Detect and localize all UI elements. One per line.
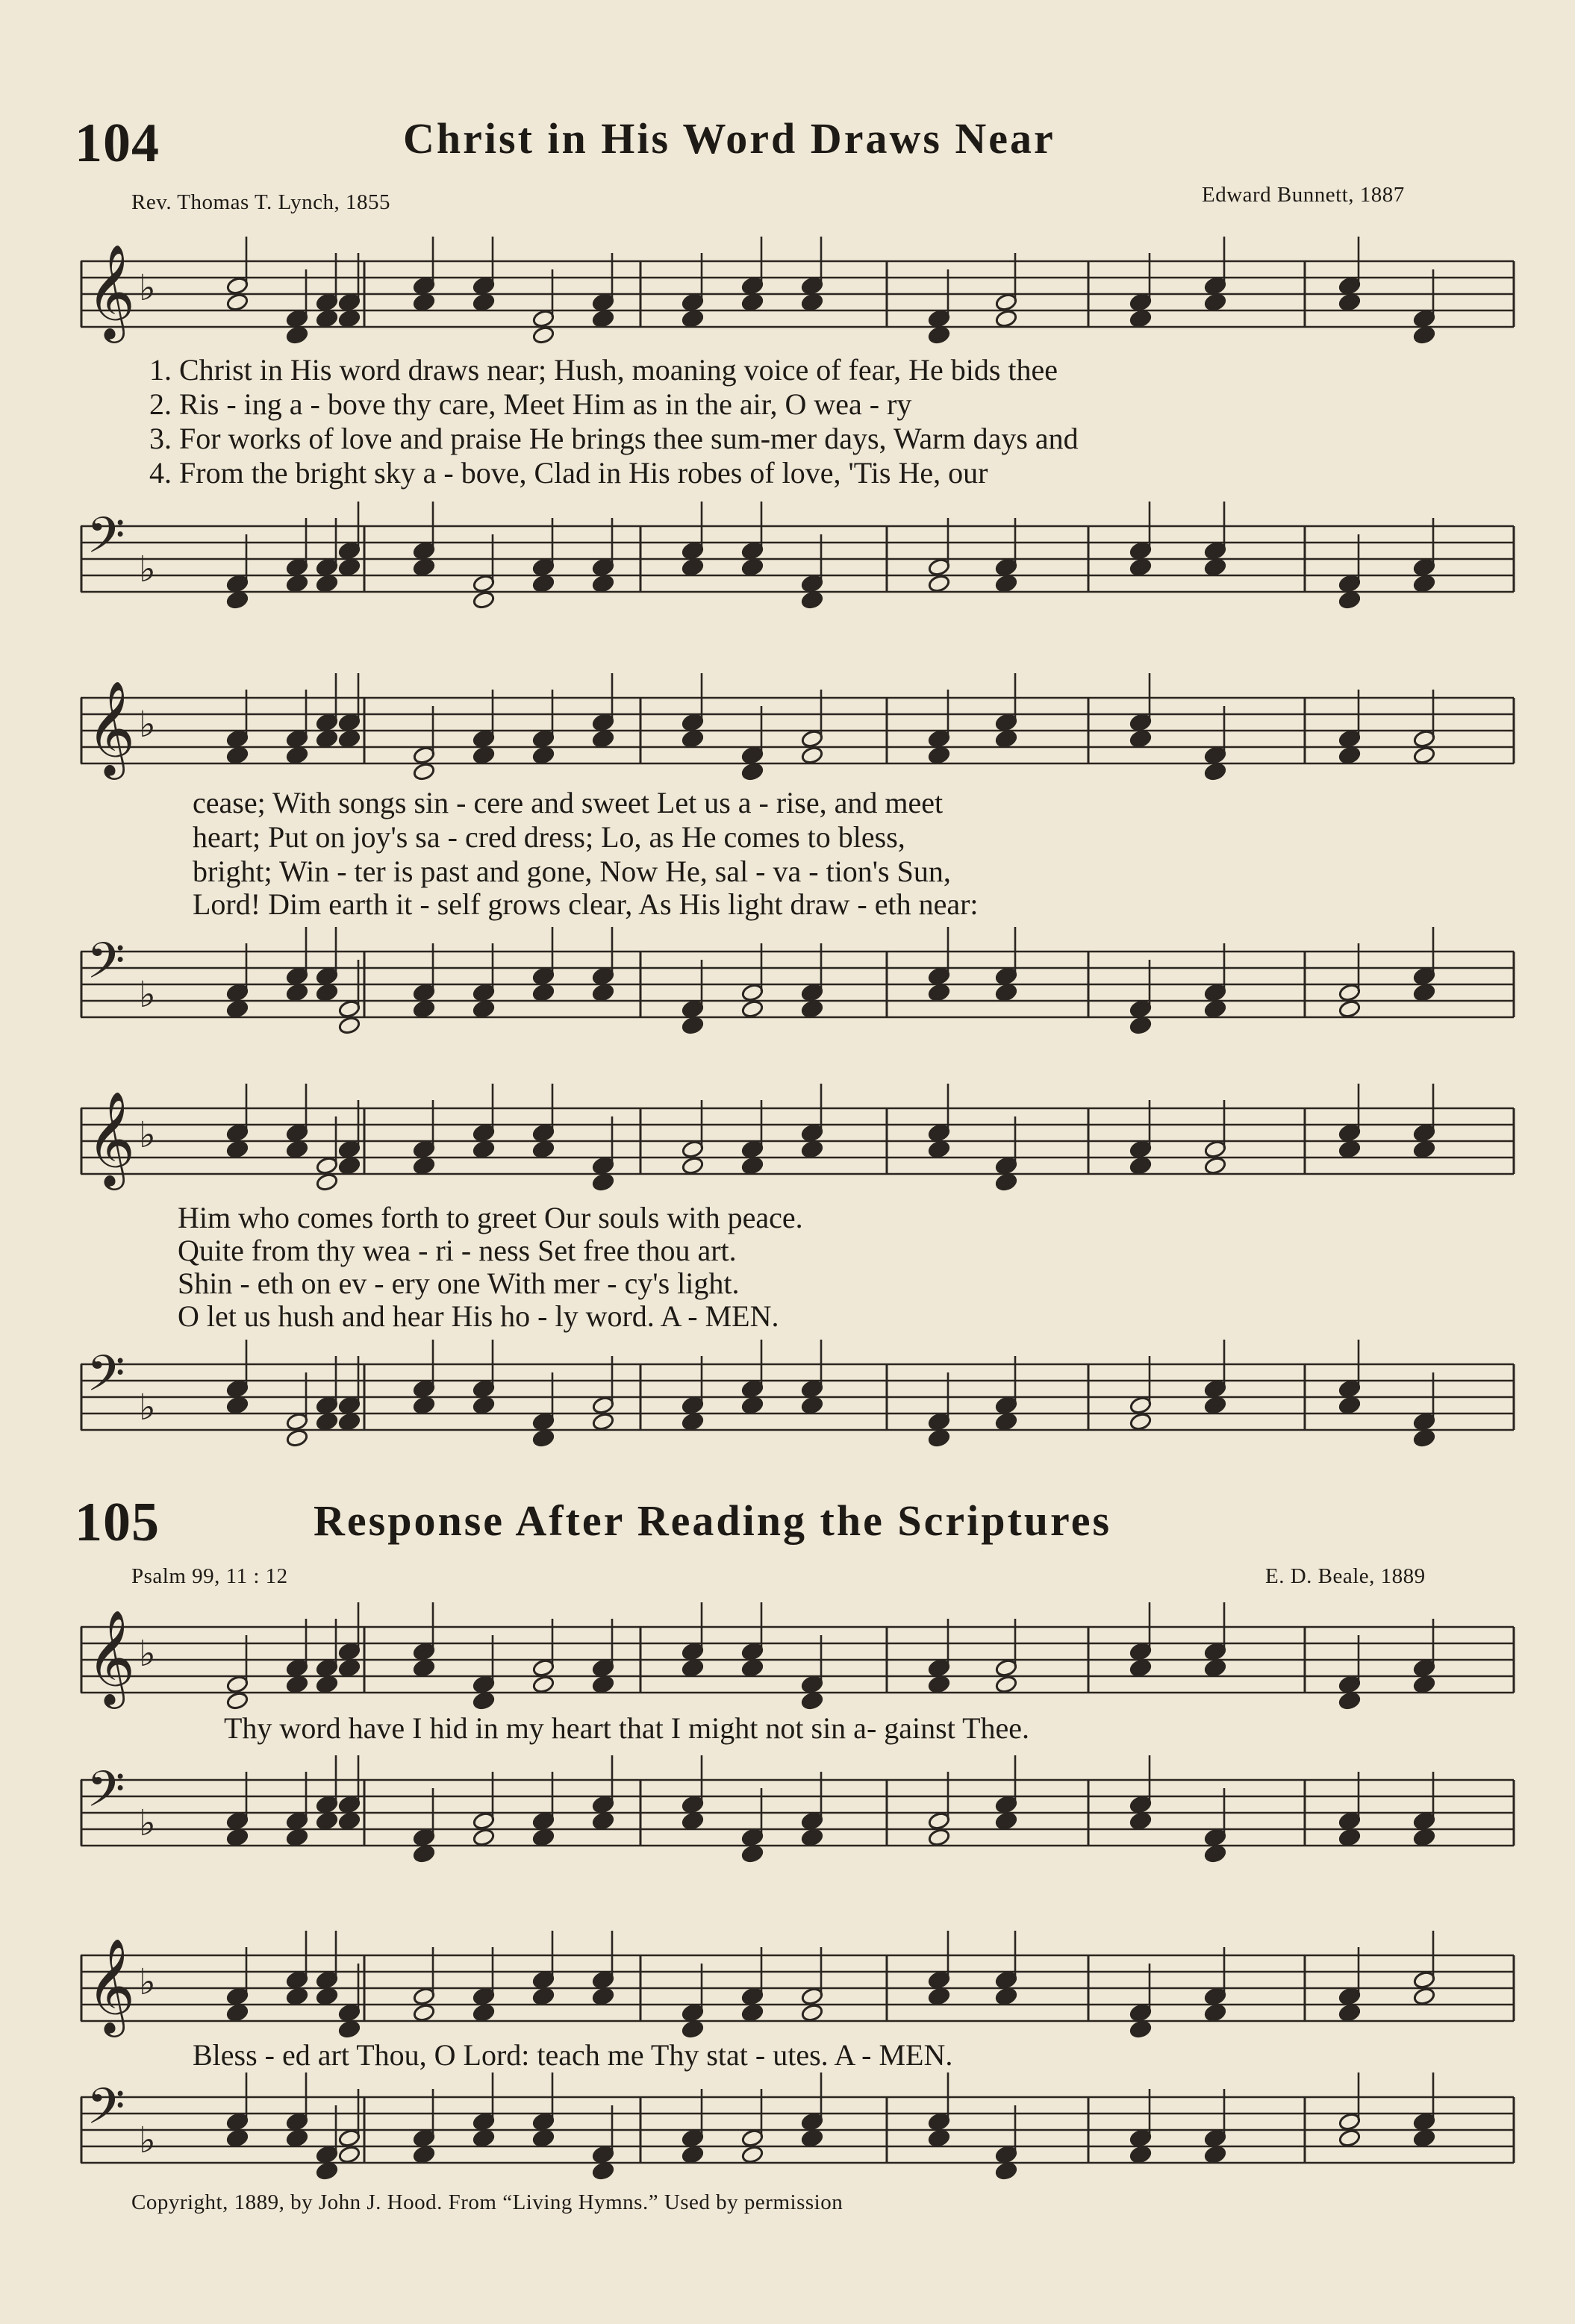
note-head bbox=[1338, 2003, 1362, 2022]
key-signature-flat-icon: ♭ bbox=[139, 974, 156, 1016]
note-head bbox=[995, 983, 1018, 1002]
key-signature-flat-icon: ♭ bbox=[139, 1961, 156, 2003]
note-head bbox=[682, 557, 705, 577]
note-head bbox=[472, 590, 496, 610]
note-head bbox=[532, 325, 555, 345]
note-head bbox=[801, 999, 824, 1019]
note-head bbox=[532, 1987, 555, 2006]
treble-clef-icon: 𝄞 bbox=[87, 1609, 136, 1705]
treble-clef-icon: 𝄞 bbox=[87, 680, 136, 775]
note-head bbox=[801, 1140, 824, 1159]
bass-clef-icon: 𝄢 bbox=[87, 507, 125, 576]
note-head bbox=[413, 293, 436, 312]
note-head bbox=[801, 1691, 824, 1711]
note-head bbox=[682, 1811, 705, 1831]
note-head bbox=[592, 1675, 615, 1694]
note-head bbox=[413, 2145, 436, 2164]
treble-clef-icon: 𝄞 bbox=[87, 243, 136, 339]
note-head bbox=[286, 1140, 309, 1159]
key-signature-flat-icon: ♭ bbox=[139, 549, 156, 590]
note-head bbox=[592, 1412, 615, 1431]
note-head bbox=[682, 1156, 705, 1175]
note-head bbox=[592, 1987, 615, 2006]
note-head bbox=[928, 574, 951, 593]
note-head bbox=[1129, 2020, 1153, 2039]
note-head bbox=[741, 1844, 764, 1864]
note-head bbox=[226, 746, 249, 765]
note-head bbox=[995, 729, 1018, 749]
note-head bbox=[995, 1412, 1018, 1431]
verse-line: Shin - eth on ev - ery one With mer - cy's light. bbox=[178, 1266, 740, 1300]
note-head bbox=[928, 2128, 951, 2148]
note-head bbox=[532, 1828, 555, 1847]
note-head bbox=[472, 746, 496, 765]
note-head bbox=[1338, 2128, 1362, 2148]
note-head bbox=[1413, 1428, 1436, 1448]
note-head bbox=[1129, 1156, 1153, 1175]
note-head bbox=[1129, 1811, 1153, 1831]
note-head bbox=[286, 1828, 309, 1847]
note-head bbox=[338, 2145, 361, 2164]
note-head bbox=[532, 1675, 555, 1694]
note-head bbox=[532, 574, 555, 593]
note-head bbox=[1204, 762, 1227, 781]
note-head bbox=[1338, 1140, 1362, 1159]
bass-clef-icon: 𝄢 bbox=[87, 1761, 125, 1830]
note-head bbox=[286, 983, 309, 1002]
note-head bbox=[286, 1428, 309, 1448]
note-head bbox=[286, 1987, 309, 2006]
treble-staff bbox=[81, 1090, 1514, 1205]
words-credit: Rev. Thomas T. Lynch, 1855 bbox=[131, 190, 391, 214]
treble-clef-icon: 𝄞 bbox=[87, 1937, 136, 2033]
note-head bbox=[1204, 999, 1227, 1019]
note-head bbox=[928, 1140, 951, 1159]
note-head bbox=[226, 1691, 249, 1711]
note-head bbox=[226, 2003, 249, 2022]
note-head bbox=[592, 309, 615, 328]
note-head bbox=[316, 1675, 339, 1694]
note-head bbox=[928, 746, 951, 765]
note-head bbox=[226, 999, 249, 1019]
note-head bbox=[413, 762, 436, 781]
note-head bbox=[928, 1828, 951, 1847]
note-head bbox=[1204, 2003, 1227, 2022]
note-head bbox=[1204, 1396, 1227, 1415]
note-head bbox=[413, 1156, 436, 1175]
note-head bbox=[413, 1844, 436, 1864]
treble-staff bbox=[81, 680, 1514, 795]
note-head bbox=[1129, 1412, 1153, 1431]
note-head bbox=[413, 1396, 436, 1415]
note-head bbox=[532, 1428, 555, 1448]
bass-clef-icon: 𝄢 bbox=[87, 932, 125, 1002]
note-head bbox=[741, 1156, 764, 1175]
note-head bbox=[801, 746, 824, 765]
note-head bbox=[413, 999, 436, 1019]
bass-staff bbox=[81, 507, 1514, 623]
bass-staff bbox=[81, 2078, 1514, 2194]
verse-line: O let us hush and hear His ho - ly word. A - MEN. bbox=[178, 1299, 779, 1333]
note-head bbox=[928, 1675, 951, 1694]
note-head bbox=[592, 983, 615, 1002]
note-head bbox=[472, 1396, 496, 1415]
note-head bbox=[338, 1658, 361, 1678]
note-head bbox=[592, 729, 615, 749]
note-head bbox=[995, 1811, 1018, 1831]
note-head bbox=[532, 1140, 555, 1159]
note-head bbox=[226, 293, 249, 312]
note-head bbox=[741, 1396, 764, 1415]
verse-line: heart; Put on joy's sa - cred dress; Lo, as He comes to bless, bbox=[193, 820, 905, 854]
note-head bbox=[226, 1828, 249, 1847]
note-head bbox=[682, 2020, 705, 2039]
note-head bbox=[1129, 1658, 1153, 1678]
note-head bbox=[1413, 325, 1436, 345]
key-signature-flat-icon: ♭ bbox=[139, 1802, 156, 1844]
note-head bbox=[316, 1172, 339, 1192]
note-head bbox=[413, 1658, 436, 1678]
note-head bbox=[592, 574, 615, 593]
note-head bbox=[338, 309, 361, 328]
note-head bbox=[1204, 1844, 1227, 1864]
note-head bbox=[338, 557, 361, 577]
note-head bbox=[472, 1828, 496, 1847]
note-head bbox=[1338, 1828, 1362, 1847]
note-head bbox=[532, 2128, 555, 2148]
note-head bbox=[226, 2128, 249, 2148]
key-signature-flat-icon: ♭ bbox=[139, 1114, 156, 1156]
note-head bbox=[995, 2161, 1018, 2181]
note-head bbox=[1204, 1658, 1227, 1678]
verse-line: 4. From the bright sky a - bove, Clad in His robes of love, 'Tis He, our bbox=[149, 456, 988, 490]
note-head bbox=[592, 2161, 615, 2181]
note-head bbox=[801, 2128, 824, 2148]
note-head bbox=[316, 729, 339, 749]
note-head bbox=[741, 999, 764, 1019]
note-head bbox=[1413, 574, 1436, 593]
hymn-title: Response After Reading the Scriptures bbox=[314, 1496, 1112, 1545]
note-head bbox=[592, 1811, 615, 1831]
note-head bbox=[338, 2020, 361, 2039]
note-head bbox=[1413, 2128, 1436, 2148]
note-head bbox=[682, 729, 705, 749]
key-signature-flat-icon: ♭ bbox=[139, 1633, 156, 1675]
note-head bbox=[741, 2145, 764, 2164]
note-head bbox=[741, 557, 764, 577]
note-head bbox=[338, 1016, 361, 1035]
verse-line: 2. Ris - ing a - bove thy care, Meet Him as in the air, O wea - ry bbox=[149, 387, 912, 421]
note-head bbox=[928, 1987, 951, 2006]
note-head bbox=[995, 309, 1018, 328]
music-credit: Edward Bunnett, 1887 bbox=[1202, 183, 1405, 207]
note-head bbox=[1129, 2145, 1153, 2164]
note-head bbox=[1204, 293, 1227, 312]
note-head bbox=[682, 2145, 705, 2164]
bass-staff bbox=[81, 932, 1514, 1049]
treble-staff bbox=[81, 243, 1514, 358]
treble-staff bbox=[81, 1937, 1514, 2052]
note-head bbox=[1413, 1828, 1436, 1847]
note-head bbox=[472, 999, 496, 1019]
note-head bbox=[1338, 1396, 1362, 1415]
note-head bbox=[316, 2161, 339, 2181]
note-head bbox=[682, 1412, 705, 1431]
copyright-notice: Copyright, 1889, by John J. Hood. From “Living Hymns.” Used by permission bbox=[131, 2190, 843, 2214]
note-head bbox=[338, 1811, 361, 1831]
note-head bbox=[316, 574, 339, 593]
note-head bbox=[413, 557, 436, 577]
note-head bbox=[1129, 729, 1153, 749]
note-head bbox=[1413, 983, 1436, 1002]
note-head bbox=[1413, 1140, 1436, 1159]
note-head bbox=[338, 1412, 361, 1431]
verse-line: bright; Win - ter is past and gone, Now He, sal - va - tion's Sun, bbox=[193, 855, 951, 888]
note-head bbox=[741, 293, 764, 312]
note-head bbox=[928, 983, 951, 1002]
note-head bbox=[1204, 557, 1227, 577]
note-head bbox=[472, 2003, 496, 2022]
key-signature-flat-icon: ♭ bbox=[139, 704, 156, 746]
note-head bbox=[472, 2128, 496, 2148]
treble-clef-icon: 𝄞 bbox=[87, 1090, 136, 1186]
bass-clef-icon: 𝄢 bbox=[87, 2078, 125, 2147]
note-head bbox=[316, 1987, 339, 2006]
note-head bbox=[472, 1691, 496, 1711]
note-head bbox=[286, 746, 309, 765]
note-head bbox=[1413, 746, 1436, 765]
key-signature-flat-icon: ♭ bbox=[139, 2120, 156, 2161]
note-head bbox=[532, 983, 555, 1002]
note-head bbox=[801, 293, 824, 312]
words-credit: Psalm 99, 11 : 12 bbox=[131, 1564, 288, 1588]
note-head bbox=[338, 729, 361, 749]
note-head bbox=[1413, 1987, 1436, 2006]
verse-line: 3. For works of love and praise He brings thee sum-mer days, Warm days and bbox=[149, 422, 1079, 455]
note-head bbox=[472, 293, 496, 312]
note-head bbox=[1338, 999, 1362, 1019]
note-head bbox=[226, 1140, 249, 1159]
bass-clef-icon: 𝄢 bbox=[87, 1345, 125, 1414]
note-head bbox=[928, 1428, 951, 1448]
note-head bbox=[226, 590, 249, 610]
note-head bbox=[1338, 746, 1362, 765]
note-head bbox=[1338, 293, 1362, 312]
hymn-number: 104 bbox=[75, 113, 160, 174]
note-head bbox=[741, 762, 764, 781]
verse-line: cease; With songs sin - cere and sweet Let us a - rise, and meet bbox=[193, 786, 944, 819]
note-head bbox=[995, 1172, 1018, 1192]
note-head bbox=[995, 1987, 1018, 2006]
note-head bbox=[1413, 1675, 1436, 1694]
note-head bbox=[1129, 1016, 1153, 1035]
note-head bbox=[741, 1658, 764, 1678]
note-head bbox=[1204, 2145, 1227, 2164]
note-head bbox=[472, 1140, 496, 1159]
note-head bbox=[286, 1675, 309, 1694]
note-head bbox=[1338, 590, 1362, 610]
note-head bbox=[928, 325, 951, 345]
note-head bbox=[1129, 309, 1153, 328]
note-head bbox=[316, 1412, 339, 1431]
note-head bbox=[286, 2128, 309, 2148]
key-signature-flat-icon: ♭ bbox=[139, 1387, 156, 1428]
note-head bbox=[682, 1658, 705, 1678]
note-head bbox=[413, 2003, 436, 2022]
verse-line: Bless - ed art Thou, O Lord: teach me Thy stat - utes. A - MEN. bbox=[193, 2038, 953, 2072]
music-credit: E. D. Beale, 1889 bbox=[1265, 1564, 1426, 1588]
note-head bbox=[316, 1811, 339, 1831]
note-head bbox=[1204, 1156, 1227, 1175]
note-head bbox=[801, 2003, 824, 2022]
verse-line: Quite from thy wea - ri - ness Set free thou art. bbox=[178, 1234, 737, 1267]
treble-staff bbox=[81, 1609, 1514, 1724]
note-head bbox=[316, 309, 339, 328]
bass-staff bbox=[81, 1761, 1514, 1877]
note-head bbox=[801, 1396, 824, 1415]
note-head bbox=[316, 983, 339, 1002]
verse-line: 1. Christ in His word draws near; Hush, moaning voice of fear, He bids thee bbox=[149, 353, 1058, 387]
hymn-title: Christ in His Word Draws Near bbox=[403, 114, 1055, 163]
note-head bbox=[532, 746, 555, 765]
verse-line: Lord! Dim earth it - self grows clear, As His light draw - eth near: bbox=[193, 887, 979, 921]
hymn-number: 105 bbox=[75, 1492, 160, 1553]
note-head bbox=[682, 309, 705, 328]
note-head bbox=[801, 590, 824, 610]
note-head bbox=[338, 1156, 361, 1175]
note-head bbox=[286, 574, 309, 593]
bass-staff bbox=[81, 1345, 1514, 1461]
note-head bbox=[286, 325, 309, 345]
note-head bbox=[995, 574, 1018, 593]
note-head bbox=[592, 1172, 615, 1192]
key-signature-flat-icon: ♭ bbox=[139, 267, 156, 309]
verse-line: Him who comes forth to greet Our souls with peace. bbox=[178, 1201, 803, 1234]
note-head bbox=[1338, 1691, 1362, 1711]
note-head bbox=[226, 1396, 249, 1415]
note-head bbox=[1129, 557, 1153, 577]
verse-line: Thy word have I hid in my heart that I might not sin a- gainst Thee. bbox=[224, 1711, 1030, 1745]
note-head bbox=[801, 1828, 824, 1847]
note-head bbox=[682, 1016, 705, 1035]
note-head bbox=[741, 2003, 764, 2022]
note-head bbox=[995, 1675, 1018, 1694]
